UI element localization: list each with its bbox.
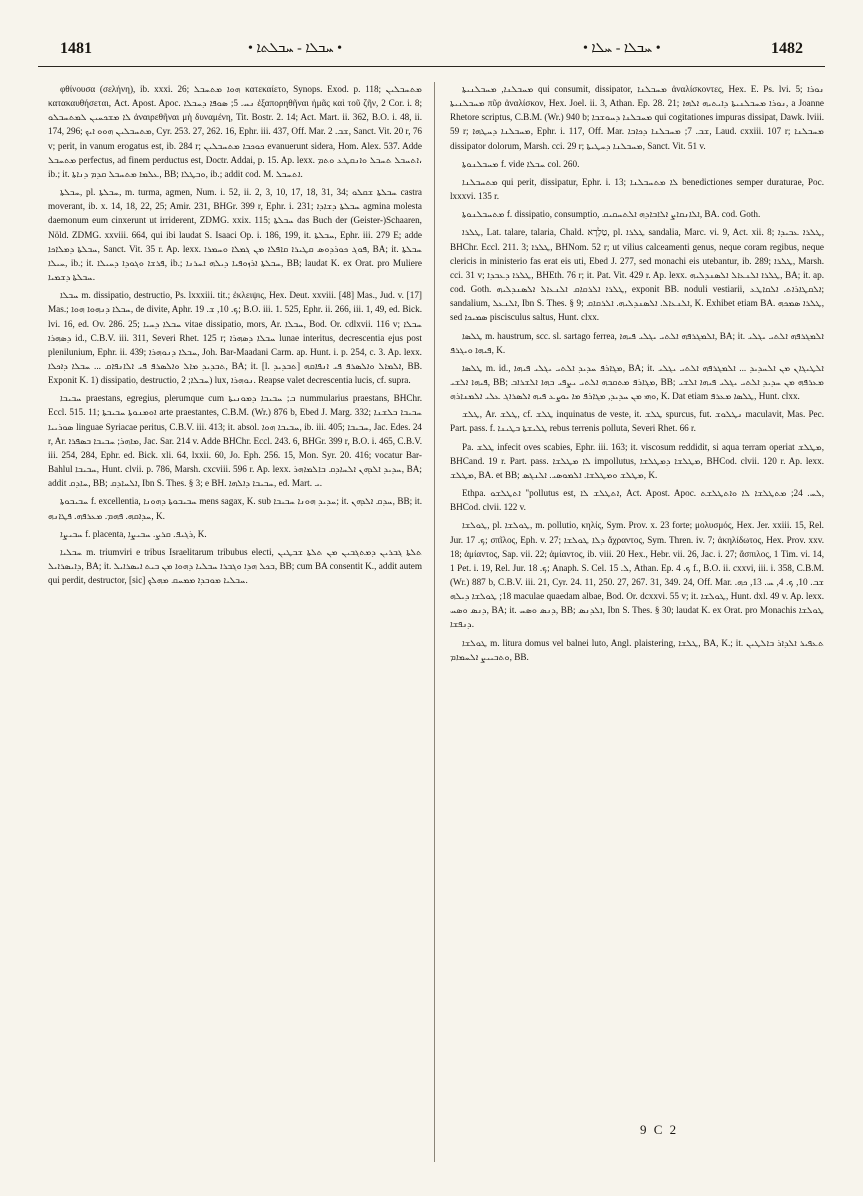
dictionary-entry: ܚܒܠܐ m. dissipatio, destructio, Ps. lxxxiii. tit.; ἐκλειψις, Hex. Deut. xxviii. [48] Mas., Jud. v. [17] Mas.; ܚܒܠܐ ܕܢܗܘܐ ܗܘܐ, de divite, Aphr. ܟ. 10, ܫ. 19; B.O. iii. 1. 525, Ephr. ii. 266, iii. 1, 49, ed. Bick. lvi. 16, ed. Ov. 286. 25; ܚܒܠܐ ܕܚܝܐ vitae dissipatio, mors, Ar. ܚܒܠܐ, Bod. Or. cdlxvii. 116 v; ܚܒܠܐ ܕܣܗܪܐ id., C.B.V. iii. 311, Severi Rhet. 125 r; ܚܒܠܐ ܕܣܗܪܐ lunae interitus, decrescentia ejus post plenilunium, Ephr. ii. 439; ܚܒܠܐ ܕܢܘܗܪܐ, Joh. Bar-Maadani Carm. ap. Hunt. i. p. 254, c. 3. Ap. lexx. ܬܒܕܝܕ ܡܐܠ ܘܐܠܣܪܦ ܦܝ ܐܠܐܢܦܐܩ ... ܚܒܠܐ ܕܐܟܠܐ, BA; it. [l. ܬܒܕܝܕ] ܐܠܡܐܠ ܘܐܠܣܪܦ ܦܝ ܐܢܦܐܩܗ, BB. Exponit K. 1) dissipatio, destructio, ܚܒܠܐ; 2) lux, ܢܘܗܪܐ. Reapse valet decrescentia lucis, cf. supra. xyxy=(48,290,422,386)
page-number-right: 1482 xyxy=(771,40,803,57)
running-head-left: • ܚܒܠܐ - ܚܒܠܬܐ • xyxy=(248,41,343,56)
dictionary-entry: ܡܚܒܠܢܘܬܐ f. vide ܚܒܠܐ col. 260. xyxy=(462,158,580,169)
column-divider xyxy=(434,82,435,1162)
dictionary-entry: ܛܘܠܫܐ m. litura domus vel balnei luto, Angl. plaistering, ܛܠܫܐ, BA, K.; it. ܬܥܦܝܪ ܐܠܕܐܪ ܒܐܠܛܝܢ ܘܬܒܝܝܨ ܐܠܚܡܐܡ, BB. xyxy=(450,637,824,662)
dictionary-entry: ܛܠܪܐ, Lat. talare, talaria, Chald. טַלְרָא, pl. ܛܠܪܐ sandalia, Marc. vi. 9, Act. xii. 8; ܛܠܪܐ ܥܒܝܕܐ, BHChr. Eccl. 211. 3; ܛܠܪܐ, BHNom. 52 r; ut vilius calceamenti genus, neque coram regibus, neque clericis in ministerio fas erat eis uti, Ebed J. 277, sed monachi eis utebantur, ib. 289; ܛܠܪܐ, Marsh. cci. 31 v; ܛܠܪܐ ܕܥܒܕܐ, BHEth. 76 r; it. Pat. Vit. 429 r. Ap. lexx. ܛܠܪܐ ܐܠܢܥܐܠ ܐܠܣܢܕܠܝܗ, BA; it. ap. cod. Goth. ܛܠܪܐ ܐܠܪܩܐܩ ܐܠܢܥܐܠ ܐܠܣܢܕܠܝܗ, exponit BB. noduli vestiarii, ܐܠܩܛܐܪܐܬ. ܐܠܩܐܛܥ; sandalium, ܐܠܢܥܠ, Ibn S. Thes. § 9; ܐܠܢܥܐܠ. ܐܠܣܢܕܠܝܗ. ܐܠܪܩܐܩ, K. Exhibet etiam BA. ܛܠܪܐ ܣܡܟܗ, sed ܣܡܝܟܐ piscisculus saltus, Hunt. clxx. xyxy=(450,227,824,323)
dictionary-entry: φθίνουσα (σελήνη), ib. xxxi. 26; ܗܘܐ ܡܬܚܒܠ κατεκαίετο, Synops. Exod. p. 118; ܡܬܚܒܠܝܢ κατακαυθήσεται, Act. Apost. Apoc. ܢܚ. 5; ܣܘܦܐ ܕܚܒܠܐ ἐξαπορηθῆναι ἡμᾶς καὶ τοῦ ζῆν, 2 Cor. i. 8; ܠܐ ܡܫܟܚܝܢ ܠܡܬܚܒܠܘ ἀναιρεθῆναι μὴ δυναμένη, Tit. Bostr. 2. 14; Act. Mart. ii. 362, B.O. i. 48, ii. 174, 296; ܡܬܚܒܠܝܢ ܗܘܘ ܐܝܟ, Cyr. 253. 27, 262. 16, Ephr. iii. 437, Off. Mar. ܫܒ. 2, Sanct. Vit. 20 r, 76 v; perit, in vanum erogatus est, ib. 284 r; ܟܘܟܒܐ ܡܬܚܒܠܝܢ evanuerunt sidera, Hom. Alex. 537. Adde ܡܬܚܒܠ perfectus, ad finem perductus est, Doctr. Addai, p. 15. Ap. lexx. ܐܬܚܒܠ ܬܚܒܠ ܘܐܢܩܛܥ ܘܬܡ، ib.; it. ܥܠܡܐ ܡܬܚܒܠ ܩܕܡ ܕܢܐܬܐ, BB; ܘܒܛܠܐ, ib.; addit cod. M. ܐܬܚܒܠ. xyxy=(48,84,422,179)
dictionary-entry: ܛܘܠܫܐ, pl. ܛܘܠܫܐ, m. pollutio, κηλίς, Sym. Prov. x. 23 forte; μολυσμός, Hex. Jer. xxiii. 15, Rel. Jur. ܟ. 17; σπῖλος, Eph. v. 27; ܕܠܐ ܛܘܠܫܐ ἄχραντος, Sym. Thren. iv. 7; ἀκηλίδωτος, Hex. Prov. xxv. 18; ἀμίαντος, Sap. vii. 22; ἀμίαντος, ib. viii. 20 Hex., Hebr. vii. 26, Jac. i. 27; ἄσπιλος, 1 Tim. vi. 14, 1 Pet. i. 19, Rel. Jur. ܟ. 18; Anaph. S. Cel. ܠ. 15, Athan. Ep. ܟ. 4 f., B.O. ii. cxxvi, iii. i. 358, C.B.M. (Wr.) 887 b, C.B.V. iii. 21, Cyr. 24. 11, 250. 27, 267. 31, 349. 24, Off. Mar. ܫܒ. 10, ܟ. 4, ܚ. 13, ܟܗ. 18; ܛܘܠܫܐ ܕܝܠܗ maculae quaedam albae, Bod. Or. dcxxvi. 55 v; it. ܛܘܠܫܐ, Hunt. dxl. 49 v. Ap. lexx. ܕܢܣ ܘܣܚ, BA; it. ܕܢܣ ܘܣܚ, BB; ܐܠܕܢܣ, Ibn S. Thes. § 30; laudat K. ex Orat. pro Monachis ܛܘܠܫܐ ܕܢܦܫܐ. xyxy=(450,520,824,630)
running-head-right: • ܚܒܠܐ - ܚܠܐ • xyxy=(583,41,661,56)
dictionary-entry: ܡܬܚܒܠܢܘܬܐ f. dissipatio, consumptio, ܐܠܐܢܩܐܨ ܐܠܐܒܐܕܗ ܐܠܬܚܩܝܩ, BA. cod. Goth. xyxy=(462,209,761,220)
page-number-left: 1481 xyxy=(60,40,92,57)
left-column xyxy=(48,82,422,1162)
dictionary-entry: ܚܒܝܒܘܬܐ f. excellentia, ܚܒܝܒܘܬܐ ܕܗܘܢܐ mens sagax, K. sub ܚܕܝܕ ܗܘܢܐ ܚܒܝܒܐ; it. ܚܕܩ ܐܠܕܗܢ, BB; it. ܚܕܐܩܗ. ܦܗܡ. ܡܥܪܦܗ. ܦܛܐܢܗ, K. xyxy=(48,496,422,521)
right-column xyxy=(450,82,824,1162)
dictionary-entry: ܡܚܒܠܢܐ, ܡܚܒܠܢܝܬܐ qui consumit, dissipator, ܡܚܒܠܢܐ ἀναλίσκοντες, Hex. E. Ps. lvi. 5; ܢܘܪܐ ܡܚܒܠܢܝܬܐ πῦρ ἀναλίσκον, Hex. Joel. ii. 3, Athan. Ep. 28. 21; ܢܘܪܐ ܡܚܒܠܢܝܬܐ ܕܐܝܬܝܗ ܐܠܗܐ, a Joanne Rhetore scriptus, C.B.M. (Wr.) 940 b; ܡܚܒܠܢܐ ܕܚܘܫܒܐ qui cogitationes impuras dissipat, Dawk. lviii. 59 r; ܡܚܒܠܢܐ ܕܚܛܗܐ, Ephr. i. 117, Off. Mar. ܫܒ. 7; ܡܚܒܠܢܐ ܕܟܐܒܐ, Laud. cxxiii. 107 r; ܡܚܒܠܢܐ dissipator dolorum, Marsh. cci. 29 r; ܡܚܒܠܢܐ ܕܚܛܝܬܐ, Sanct. Vit. 51 v. xyxy=(450,84,824,151)
dictionary-entry: ܚܒܝܒܐ praestans, egregius, plerumque cum ܒ; ܚܒܝܒܐ ܕܡܘܢܝܬܐ nummularius praestans, BHChr. Eccl. 515. 11; ܐܘܡܢܘܬܐ ܚܒܝܒܬܐ arte praestantes, C.B.M. (Wr.) 876 b, Ebed J. Marg. 332; ܚܒܝܒܐ ܒܠܫܢܐ ܣܘܪܝܝܐ linguae Syriacae peritus, C.B.V. iii. 413; it. absol. ܚܒܝܒܐ ܗܘܐ, ib. iii. 405; ܚܒܝܒܐ, Jac. Edes. 24 r, Ar. ܡܐܗܪ; ܚܒܝܒܐ ܒܣܦܪܐ, Jac. Sar. 214 v. Adde BHChr. Eccl. 243. 6, BHGr. 399 r, B.O. i. 465, C.B.V. iii. 254, 284, Ephr. ed. Bick. xli. 64, lxxii. 60, Jo. Eph. 256. 15, Mon. Syr. 20. 416; vocatur Bar-Bahlul ܚܒܝܒܐ, Hunt. clvii. p. 786, Marsh. cxcviii. 596 r. Ap. lexx. ܚܕܝܕ ܐܠܕܗܢ ܐܠܚܐܕܩ ܒܐܠܡܐܗܪ, BA; addit ܚܐܕܩ, BB; ܐܠܚܐܕܩ, Ibn S. Thes. § 3; e BH. ܚܒܝܒܐ ܕܐܠܗܐ, ed. Mart. ܝ. xyxy=(48,393,422,489)
dictionary-entry: ܡܬܚܒܠܢܐ qui perit, dissipatur, Ephr. i. 13; ܠܐ ܡܬܚܒܠܢܐ benedictiones semper duraturae, Poc. lxxxvi. 135 r. xyxy=(450,176,824,202)
signature-mark: 9 C 2 xyxy=(640,1122,679,1137)
dictionary-entry: ܛܠܫ, Ar. ܛܠܫ, cf. ܛܠܫ inquinatus de veste, it. ܛܠܫ spurcus, fut. ܢܛܠܘܫ maculavit, Mas. Pec. Part. pass. f. ܛܠܝܫܬܐ ܒܛܝܢܐ rebus terrenis polluta, Severi Rhet. 66 r. xyxy=(450,409,824,434)
page-header xyxy=(38,36,825,67)
dictionary-entry: ܛܠܣܐ m. id., ܡܓܐܪܦ ܚܕܝܕ ܐܠܬܝ ܝܓܠܝ ܦܝܗܐ, BA; it. ܐܠܛܝܓܐܢ ܡܢ ܐܠܚܕܝܕ ... ܐܠܡܓܪܦܗ ܐܠܬܝ ܝܓܠܝ ܦܝܗܐ ܐܠܫܝ, BB; ܡܓܐܪܦ ܡܬܩܒܗ ܐܠܬܝ ܝܨܦܝ ܒܗܐ ܐܠܫܪܐܒ, BB; ܡܥܪܦܗ ܡܢ ܚܕܝܕ ܐܠܬܝ ܝܓܠܝ ܦܝܗܐ ܐܠܫܝ ܘܗܝ ܡܢ ܚܕܝܕ, ܡܓܐܪܦ ܡܐ ܝܘܨܥ ܦܝܗ ܐܠܣܪܐܓ ܥܠܝ ܐܠܡܢܐܪܗ, K. Dat etiam ܛܠܣܐ ܡܥܪܦ, Hunt. clxx. xyxy=(450,362,824,402)
dictionary-entry: ܛܠܣܐ m. haustrum, scc. sl. sartago ferrea, ܐܠܡܓܪܦܗ ܐܠܬܝ ܝܓܠܝ ܦܝܗܐ, BA; it. ܐܠܡܓܪܦܗ ܐܠܬܝ ܝܓܠܝ ܦܝܗܐ ܘܝܓܪܦ, K. xyxy=(450,330,824,355)
dictionary-entry: ܚܒܠܝܐ m. triumviri e tribus Israelitarum tribubus electi, ܬܠܬܐ ܓܒܪܝܢ ܕܡܬܓܒܝܢ ܡܢ ܬܠܬܐ ܫܒܛܝܢ ܕܐܝܣܪܐܝܠ, BA; it. ܒܟܠ ܗܕܐ ܘܓܒܪܐ ܚܒܠܝܐ ܕܗܘܐ ܡܢ ܒܝܬ ܐܝܣܪܐܝܠ, BB; cum BA consentit K., addit autem qui perdit, destructor, [sic] ܚܒܠܝܐ ܡܘܒܕܐ ܡܡܚܩ ܡܗܠܟ. xyxy=(48,546,422,586)
dictionary-entry: Ethpa. ܐܬܛܠܫܘ "pollutus est, ܐܬܛܠܫ ܠܐ, Act. Apost. Apoc. ܠܚ. 24; ܡܬܛܠܫܐ ܠܐ ܘܐܬܛܠܫܬ, BHCod. clvii. 122 v. xyxy=(450,488,824,513)
dictionary-entry: ܚܒܠܬܐ, pl. ܚܒܠܬܐ, m. turma, agmen, Num. i. 52, ii. 2, 3, 10, 17, 18, 31, 34; ܚܒܠܬܐ ܫܩܠܘ castra moverant, ib. x. 14, 18, 22, 25; Amir. 231, BHGr. 399 r, Ephr. i. 231; ܚܒܠܬܐ ܕܫܐܕܐ agmina molesta daemonum eum cinxerunt ut irriderent, ZDMG. xxix. 115; ܚܒܠܬܐ das Buch der (Geister-)Schaaren, Nöld. ZDMG. xxviii. 664, qui ibi laudat S. Isaaci Op. i. 186, 199, it. ܚܒܠܬܐ, Ephr. iii. 279 E; adde ܚܒܠܬܐ ܕܡܠܐܟܐ, Sanct. Vit. 35 r. Ap. lexx. ܦܘܓ ܟܘܪܕܘܣ ܩܛܝܪܐ ܩܐܦܠܐ ܡܢ ܓܡܠܐ ܘܚܡܪܐ, BA; it. ܚܒܠܬܐ ܚܝܠܐ, ib.; it. ܦܪܫܐ ܘܓܘܕܐ ܕܚܝܠܐ, ib.; ܚܒܠܬܐ ܐܪܙܘܦܝܐ ܕܝܠܗ ܐܚܪܢܐ, BB; laudat K. ex Orat. pro Muliere ܚܒܠܬܐ ܕܫܡܝܐ. xyxy=(48,187,422,283)
dictionary-entry: ܚܒܝܨܐ f. placenta, ܪܓܝܦ. ܩܪܨ. ܚܒܝܨܐ, K. xyxy=(60,528,207,539)
dictionary-entry: Pa. ܛܠܫ infecit oves scabies, Ephr. iii. 163; it. viscosum reddidit, si aqua terram operiat ܡܛܠܫ, BHCand. 19 r. Part. pass. ܠܐ ܡܛܠܫܐ impollutus, ܡܛܠܫܐ ܕܡܛܠܫܐ, BHCod. clvii. 120 r. Ap. lexx. ܡܛܠܫ, BA. et BB; ܡܛܠܫ ܘܡܛܠܫܐ. ܐܠܡܘܣܝ. ܐܠܢܓܣ, K. xyxy=(450,441,824,480)
